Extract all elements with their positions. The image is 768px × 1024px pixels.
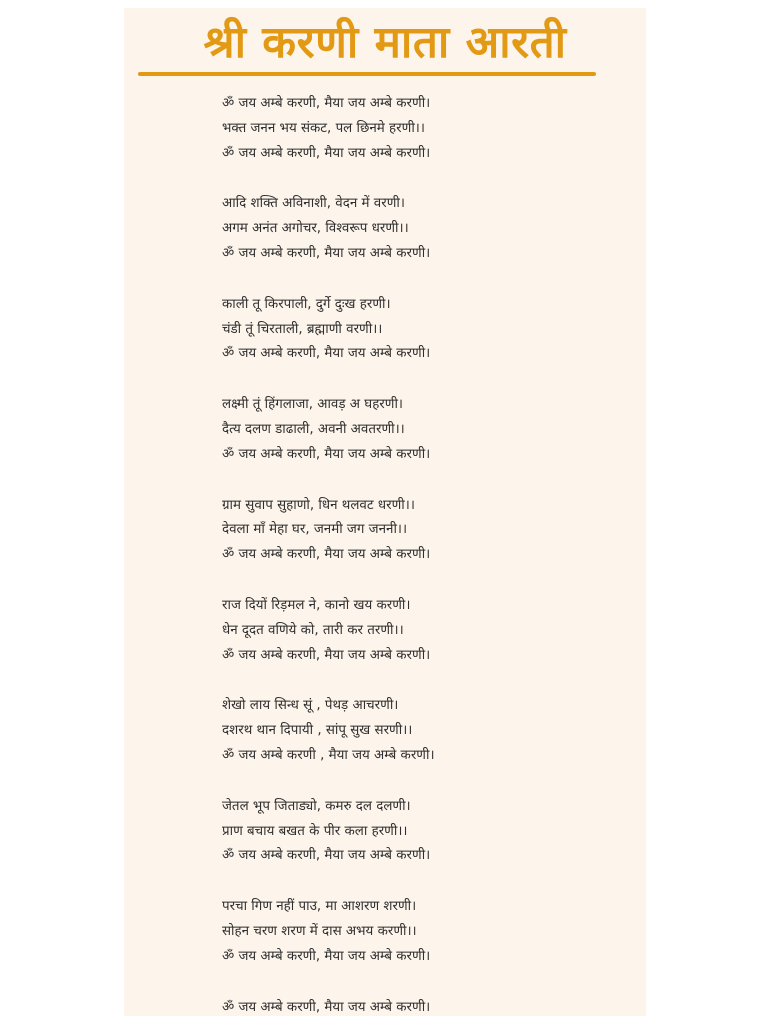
stanza [222, 494, 622, 568]
stanza [222, 192, 622, 266]
verse-line: ॐ जय अम्बे करणी, मैया जय अम्बे करणी। [222, 999, 431, 1015]
verse-line: भक्त जनन भय संकट, पल छिनमे हरणी।। [222, 120, 425, 136]
verse-line: जेतल भूप जिताड्यो, कमरु दल दलणी। [222, 798, 411, 814]
verse-line: शेखो लाय सिन्ध सूं , पेथड़ आचरणी। [222, 698, 399, 714]
verse-line: दशरथ थान दिपायी , सांपू सुख सरणी।। [222, 723, 413, 739]
verse-line: ग्राम सुवाप सुहाणो, धिन थलवट धरणी।। [222, 497, 415, 513]
aarti-verses [222, 92, 622, 1016]
verse-line: प्राण बचाय बखत के पीर कला हरणी।। [222, 823, 408, 839]
verse-line: चंडी तूं चिरताली, ब्रह्माणी वरणी।। [222, 321, 383, 337]
stanza [222, 895, 622, 969]
verse-line: अगम अनंत अगोचर, विश्वरूप धरणी।। [222, 221, 409, 237]
verse-line: सोहन चरण शरण में दास अभय करणी।। [222, 923, 417, 939]
verse-line: ॐ जय अम्बे करणी, मैया जय अम्बे करणी। [222, 848, 431, 864]
stanza [222, 92, 622, 166]
stanza [222, 996, 622, 1016]
title-underline [138, 72, 596, 76]
verse-line: ॐ जय अम्बे करणी , मैया जय अम्बे करणी। [222, 747, 435, 763]
stanza [222, 293, 622, 367]
verse-line: ॐ जय अम्बे करणी, मैया जय अम्बे करणी। [222, 446, 431, 462]
verse-line: ॐ जय अम्बे करणी, मैया जय अम्बे करणी। [222, 245, 431, 261]
verse-line: काली तू किरपाली, दुर्गे दुःख हरणी। [222, 296, 391, 312]
verse-line: दैत्य दलण डाढाली, अवनी अवतरणी।। [222, 421, 405, 437]
stanza [222, 694, 622, 768]
stanza [222, 393, 622, 467]
verse-line: ॐ जय अम्बे करणी, मैया जय अम्बे करणी। [222, 96, 431, 111]
verse-line: देवला माँ मेहा घर, जनमी जग जननी।। [222, 522, 408, 538]
verse-line: आदि शक्ति अविनाशी, वेदन में वरणी। [222, 196, 405, 212]
verse-line: लक्ष्मी तूं हिंगलाजा, आवड़ अ घहरणी। [222, 397, 404, 413]
verse-line: धेन दूदत वणिये को, तारी कर तरणी।। [222, 622, 404, 638]
verse-line: राज दियों रिड़मल ने, कानो खय करणी। [222, 597, 411, 613]
verse-line: ॐ जय अम्बे करणी, मैया जय अम्बे करणी। [222, 647, 431, 663]
stanza [222, 594, 622, 668]
verse-line: ॐ जय अम्बे करणी, मैया जय अम्बे करणी। [222, 547, 431, 563]
verse-line: ॐ जय अम्बे करणी, मैया जय अम्बे करणी। [222, 948, 431, 964]
page-title: श्री करणी माता आरती [203, 17, 567, 68]
verse-line: परचा गिण नहीं पाउ, मा आशरण शरणी। [222, 899, 417, 915]
verse-line: ॐ जय अम्बे करणी, मैया जय अम्बे करणी। [222, 145, 431, 161]
verse-line: ॐ जय अम्बे करणी, मैया जय अम्बे करणी। [222, 346, 431, 362]
stanza [222, 795, 622, 869]
document-page [124, 8, 646, 1016]
